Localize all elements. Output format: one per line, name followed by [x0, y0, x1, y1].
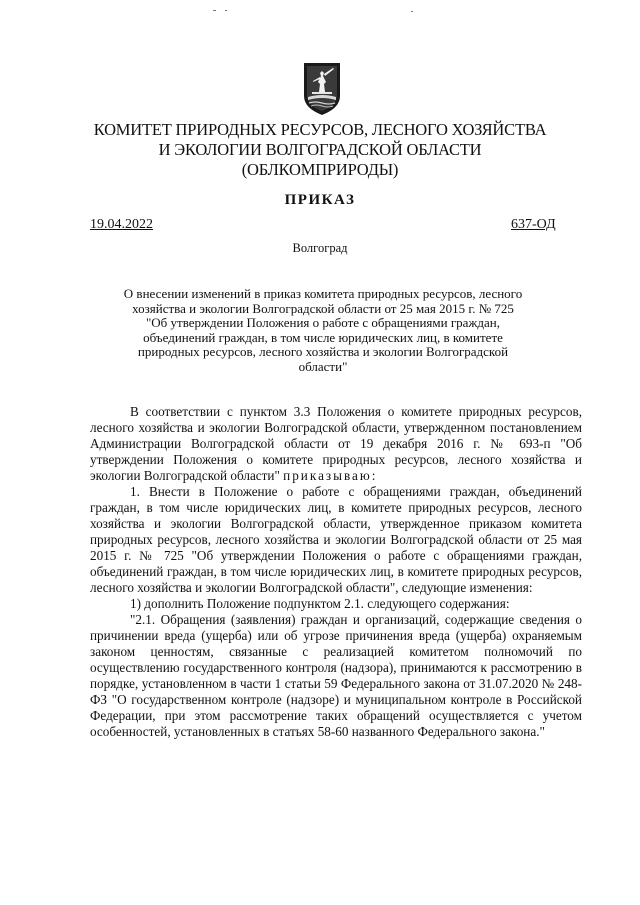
document-number: 637-ОД: [511, 217, 556, 232]
org-line: И ЭКОЛОГИИ ВОЛГОГРАДСКОЙ ОБЛАСТИ: [158, 140, 482, 159]
scan-speck: [213, 10, 216, 11]
subitem-1-paragraph: 1) дополнить Положение подпунктом 2.1. следующего содержания:: [130, 596, 510, 611]
preamble-text: В соответствии с пунктом 3.3 Положения о комитете природных ресурсов, лесного хозяйства и экологии Волгоградской области, утвержденном постановлением Администрации Волгоградской области от 19 декабря 2016 г. № 693-п "Об утверждении Положения о комитете природных ресурсов, лесного хозяйства и экологии Волгоградской области": [90, 404, 582, 483]
item-1-paragraph: 1. Внести в Положение о работе с обращениями граждан, объединений граждан, в том числе юридических лиц, в комитете природных ресурсов, лесного хозяйства и экологии Волгоградской области, утвержденное приказом комитета природных ресурсов, лесного хозяйства и экологии Волгоградской области от 25 мая 2015 г. № 725 "Об утверждении Положения о работе с обращениями граждан, объединений граждан, в том числе юридических лиц, в комитете природных ресурсов, лесного хозяйства и экологии Волгоградской области", следующие изменения:: [90, 484, 582, 595]
subject-line: области": [298, 358, 348, 374]
subject-line: О внесении изменений в приказ комитета природных ресурсов, лесного: [123, 286, 523, 301]
scan-speck: [411, 11, 413, 12]
document-subject: [80, 287, 566, 375]
document-date: 19.04.2022: [90, 217, 153, 232]
coat-of-arms-icon: [303, 62, 341, 116]
organization-name: [60, 120, 580, 180]
subject-line: объединений граждан, в том числе юридических лиц, в комитете: [143, 329, 503, 345]
subject-line: хозяйства и экологии Волгоградской области от 25 мая 2015 г. № 725: [132, 300, 514, 316]
quote-paragraph: "2.1. Обращения (заявления) граждан и организаций, содержащие сведения о причинении вреда (ущерба) или об угрозе причинения вреда (ущерба) охраняемым законом ценностям, связанные с реализацией комитетом полномочий по осуществлению государственного контроля (надзора), принимаются к рассмотрению в порядке, установленном в части 1 статьи 59 Федерального закона от 31.07.2020 № 248-ФЗ "О государственном контроле (надзоре) и муниципальном контроле в Российской Федерации, при этом рассмотрение таких обращений осуществляется с учетом особенностей, установленных в статьях 58-60 названного Федерального закона.": [90, 612, 582, 739]
subject-line: природных ресурсов, лесного хозяйства и экологии Волгоградской: [137, 344, 509, 360]
order-word: приказываю:: [283, 468, 378, 483]
subject-line: "Об утверждении Положения о работе с обращениями граждан,: [145, 315, 500, 331]
org-line: КОМИТЕТ ПРИРОДНЫХ РЕСУРСОВ, ЛЕСНОГО ХОЗЯЙСТВА: [93, 120, 547, 139]
document-body: [90, 404, 582, 740]
preamble-paragraph: [90, 404, 582, 484]
org-line: (ОБЛКОМПРИРОДЫ): [241, 160, 399, 179]
document-city: Волгоград: [292, 241, 348, 255]
scan-speck: [225, 10, 227, 11]
document-type: ПРИКАЗ: [284, 192, 356, 208]
